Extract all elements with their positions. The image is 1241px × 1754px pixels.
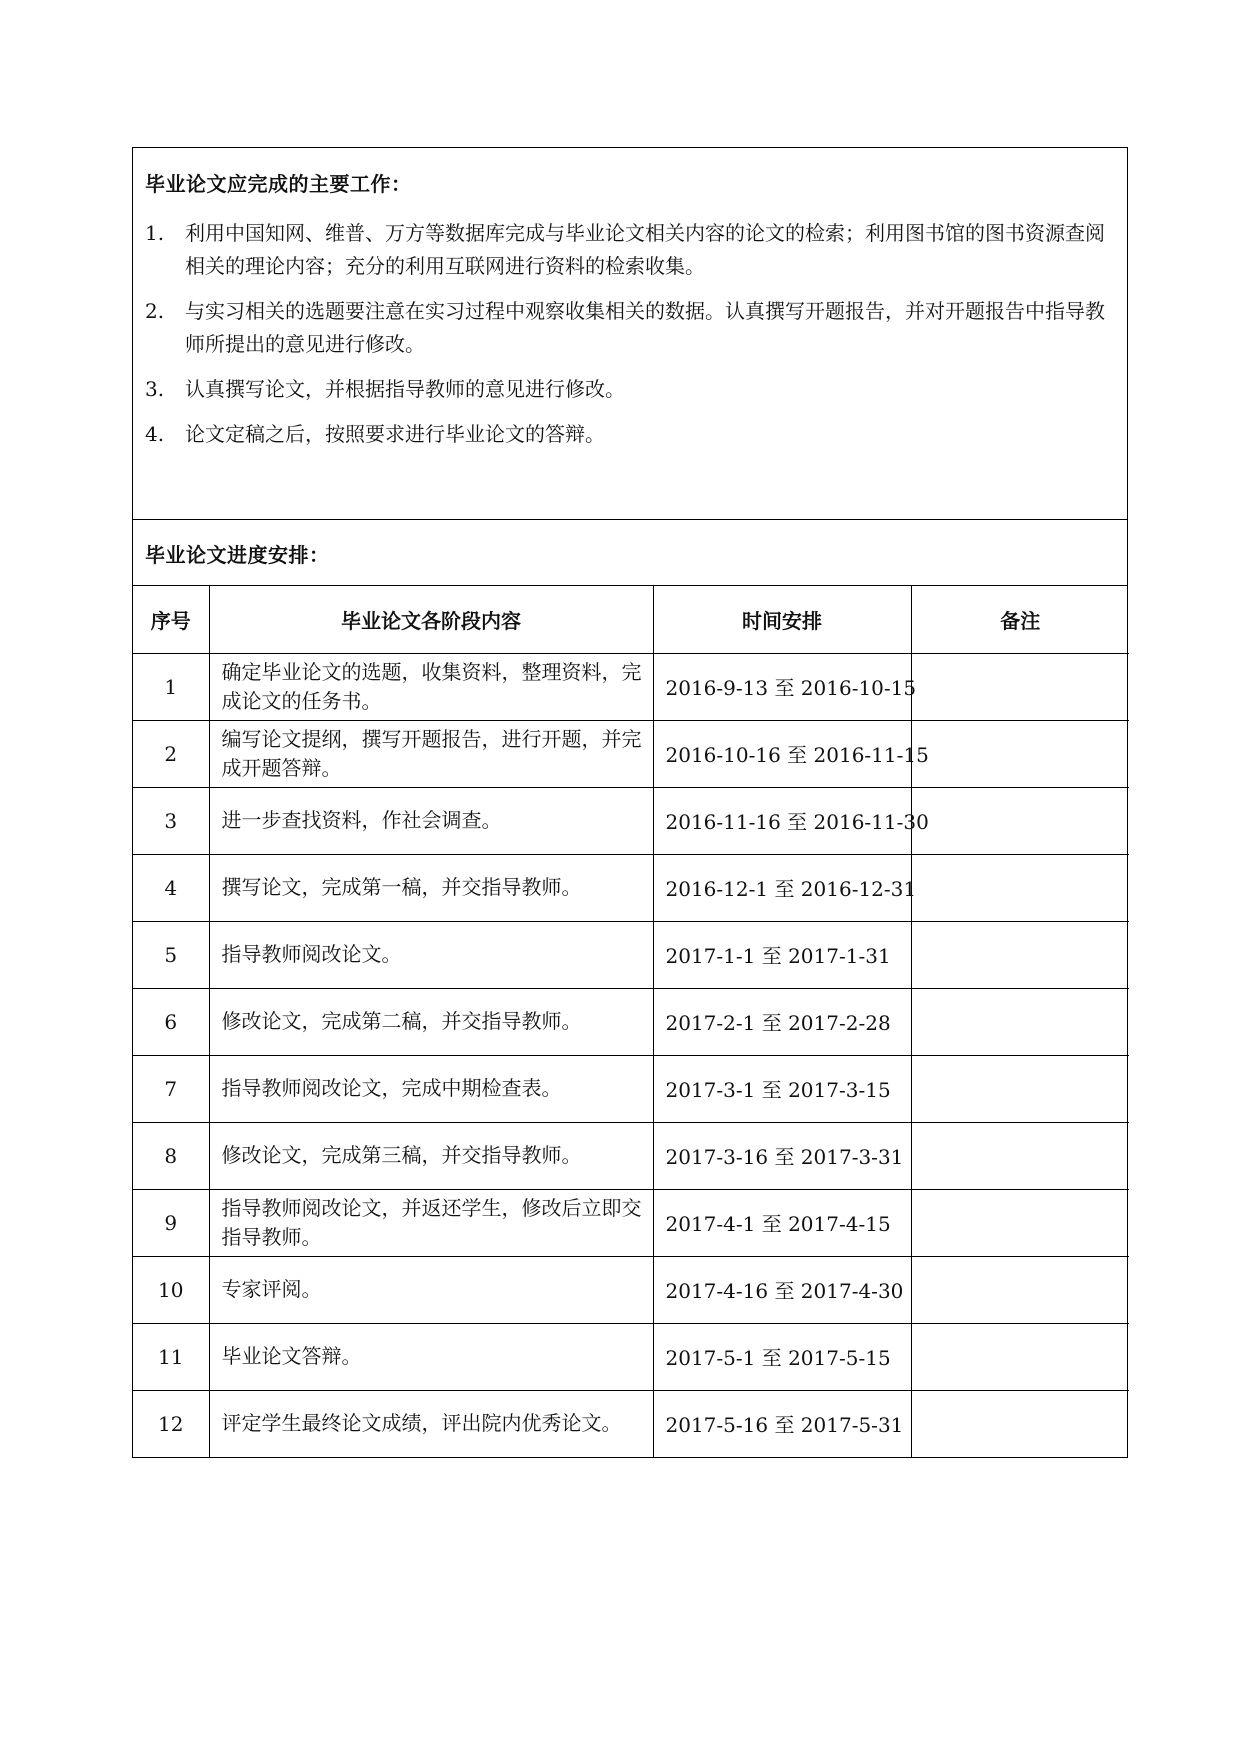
row-index: 8 [133, 1122, 209, 1189]
main-work-title: 毕业论文应完成的主要工作： [145, 172, 412, 196]
table-row [133, 1122, 1129, 1189]
row-note [911, 720, 1129, 787]
row-time: 2016-12-1 至 2016-12-31 [653, 854, 911, 921]
row-content: 确定毕业论文的选题，收集资料，整理资料，完成论文的任务书。 [209, 653, 653, 720]
row-index: 4 [133, 854, 209, 921]
schedule-table [133, 586, 1129, 1457]
table-row [133, 854, 1129, 921]
work-item-number: 1. [145, 221, 165, 245]
header-note: 备注 [911, 586, 1129, 653]
row-note [911, 787, 1129, 854]
row-note [911, 1189, 1129, 1256]
row-time: 2017-4-16 至 2017-4-30 [653, 1256, 911, 1323]
table-row [133, 1256, 1129, 1323]
row-time: 2016-9-13 至 2016-10-15 [653, 653, 911, 720]
work-item [145, 373, 1115, 406]
row-index: 7 [133, 1055, 209, 1122]
row-content: 指导教师阅改论文，完成中期检查表。 [209, 1055, 653, 1122]
row-index: 5 [133, 921, 209, 988]
row-note [911, 921, 1129, 988]
row-content: 进一步查找资料，作社会调查。 [209, 787, 653, 854]
work-item-text: 利用中国知网、维普、万方等数据库完成与毕业论文相关内容的论文的检索；利用图书馆的图书资源查阅相关的理论内容；充分的利用互联网进行资料的检索收集。 [185, 221, 1105, 278]
table-row [133, 1189, 1129, 1256]
table-row [133, 1390, 1129, 1457]
work-item-text: 论文定稿之后，按照要求进行毕业论文的答辩。 [185, 422, 605, 446]
row-content: 专家评阅。 [209, 1256, 653, 1323]
table-row [133, 988, 1129, 1055]
work-item-number: 4. [145, 422, 165, 446]
row-content: 指导教师阅改论文。 [209, 921, 653, 988]
work-item-text: 与实习相关的选题要注意在实习过程中观察收集相关的数据。认真撰写开题报告，并对开题报告中指导教师所提出的意见进行修改。 [185, 299, 1105, 356]
row-time: 2017-5-1 至 2017-5-15 [653, 1323, 911, 1390]
row-note [911, 988, 1129, 1055]
row-note [911, 854, 1129, 921]
header-content: 毕业论文各阶段内容 [209, 586, 653, 653]
row-time: 2017-4-1 至 2017-4-15 [653, 1189, 911, 1256]
row-time: 2017-3-1 至 2017-3-15 [653, 1055, 911, 1122]
work-item-text: 认真撰写论文，并根据指导教师的意见进行修改。 [185, 377, 625, 401]
row-time: 2017-1-1 至 2017-1-31 [653, 921, 911, 988]
header-time: 时间安排 [653, 586, 911, 653]
work-item-number: 2. [145, 299, 165, 323]
work-item [145, 418, 1115, 451]
row-note [911, 1323, 1129, 1390]
work-item-number: 3. [145, 377, 165, 401]
row-index: 11 [133, 1323, 209, 1390]
row-index: 3 [133, 787, 209, 854]
row-content: 毕业论文答辩。 [209, 1323, 653, 1390]
table-row [133, 921, 1129, 988]
row-content: 撰写论文，完成第一稿，并交指导教师。 [209, 854, 653, 921]
row-index: 12 [133, 1390, 209, 1457]
row-index: 9 [133, 1189, 209, 1256]
row-time: 2017-5-16 至 2017-5-31 [653, 1390, 911, 1457]
work-item [145, 295, 1115, 361]
row-content: 指导教师阅改论文，并返还学生，修改后立即交指导教师。 [209, 1189, 653, 1256]
table-row [133, 1323, 1129, 1390]
row-index: 6 [133, 988, 209, 1055]
table-header-row [133, 586, 1129, 653]
row-time: 2016-10-16 至 2016-11-15 [653, 720, 911, 787]
main-work-section [133, 148, 1127, 520]
row-time: 2017-3-16 至 2017-3-31 [653, 1122, 911, 1189]
row-note [911, 1390, 1129, 1457]
table-row [133, 720, 1129, 787]
document-frame [132, 147, 1128, 1458]
row-content: 评定学生最终论文成绩，评出院内优秀论文。 [209, 1390, 653, 1457]
row-note [911, 1055, 1129, 1122]
row-note [911, 1122, 1129, 1189]
row-time: 2016-11-16 至 2016-11-30 [653, 787, 911, 854]
schedule-title: 毕业论文进度安排： [133, 520, 1127, 586]
table-row [133, 1055, 1129, 1122]
row-content: 修改论文，完成第三稿，并交指导教师。 [209, 1122, 653, 1189]
header-index: 序号 [133, 586, 209, 653]
row-content: 修改论文，完成第二稿，并交指导教师。 [209, 988, 653, 1055]
table-row [133, 787, 1129, 854]
row-index: 1 [133, 653, 209, 720]
row-time: 2017-2-1 至 2017-2-28 [653, 988, 911, 1055]
row-index: 10 [133, 1256, 209, 1323]
row-note [911, 1256, 1129, 1323]
work-item [145, 217, 1115, 283]
row-index: 2 [133, 720, 209, 787]
row-note [911, 653, 1129, 720]
row-content: 编写论文提纲，撰写开题报告，进行开题，并完成开题答辩。 [209, 720, 653, 787]
table-row [133, 653, 1129, 720]
